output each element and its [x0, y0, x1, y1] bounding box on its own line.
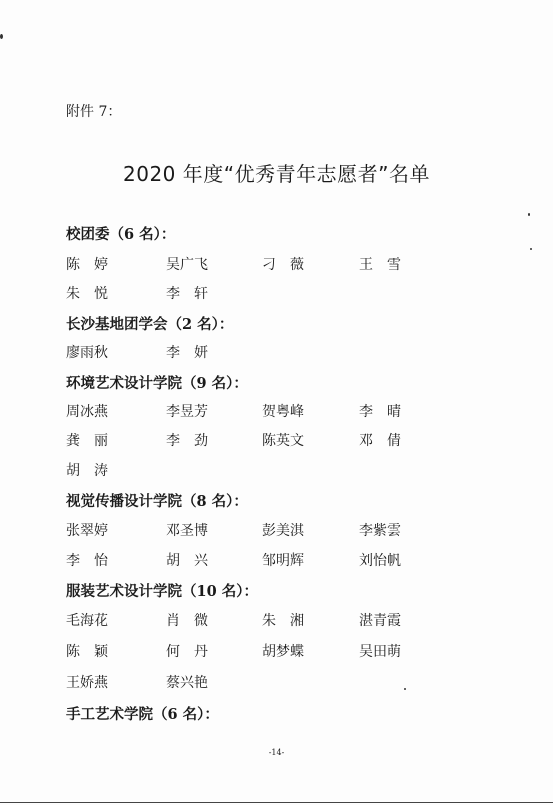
- name-row: [66, 430, 496, 452]
- name-row: [66, 460, 496, 482]
- name-row: [66, 550, 496, 572]
- scan-speck: [530, 248, 532, 250]
- person-name: 龚 丽: [66, 433, 108, 449]
- attachment-label: 附件 7：: [66, 104, 122, 120]
- section-heading: 服装艺术设计学院（10 名）：: [66, 583, 258, 600]
- person-name: 王 雪: [359, 257, 401, 273]
- scan-edge-line: [0, 802, 553, 803]
- section-heading: 环境艺术设计学院（9 名）：: [66, 375, 248, 392]
- person-name: 陈 颖: [66, 644, 108, 660]
- person-name: 陈英文: [262, 433, 304, 449]
- person-name: 胡梦蝶: [262, 644, 304, 660]
- person-name: 李 怡: [66, 553, 108, 569]
- name-row: [66, 254, 496, 276]
- person-name: 吴田萌: [359, 644, 401, 660]
- person-name: 李 妍: [166, 345, 208, 361]
- person-name: 朱 悦: [66, 286, 108, 302]
- person-name: 张翠婷: [66, 523, 108, 539]
- person-name: 王娇燕: [66, 675, 108, 691]
- name-row: [66, 520, 496, 542]
- document-title: 2020 年度“优秀青年志愿者”名单: [123, 162, 430, 186]
- person-name: 邓圣博: [166, 523, 208, 539]
- person-name: 贺粤峰: [262, 404, 304, 420]
- person-name: 吴广飞: [166, 257, 208, 273]
- person-name: 何 丹: [166, 644, 208, 660]
- page-number: -14-: [268, 748, 285, 757]
- section-heading: 长沙基地团学会（2 名）：: [66, 316, 234, 333]
- person-name: 胡 兴: [166, 553, 208, 569]
- person-name: 李 轩: [166, 286, 208, 302]
- name-row: [66, 641, 496, 663]
- person-name: 彭美淇: [262, 523, 304, 539]
- person-name: 廖雨秋: [66, 345, 108, 361]
- name-row: [66, 342, 496, 364]
- person-name: 蔡兴艳: [166, 675, 208, 691]
- person-name: 李 晴: [359, 404, 401, 420]
- name-row: [66, 283, 496, 305]
- person-name: 朱 湘: [262, 613, 304, 629]
- person-name: 胡 涛: [66, 463, 108, 479]
- person-name: 李昱芳: [166, 404, 208, 420]
- person-name: 毛海花: [66, 613, 108, 629]
- person-name: 陈 婷: [66, 257, 108, 273]
- person-name: 李 劲: [166, 433, 208, 449]
- person-name: 刁 薇: [262, 257, 304, 273]
- person-name: 肖 微: [166, 613, 208, 629]
- person-name: 邹明辉: [262, 553, 304, 569]
- section-heading: 视觉传播设计学院（8 名）：: [66, 493, 248, 510]
- scan-speck: [528, 213, 530, 216]
- name-row: [66, 672, 496, 694]
- name-row: [66, 610, 496, 632]
- person-name: 李紫雲: [359, 523, 401, 539]
- name-row: [66, 401, 496, 423]
- person-name: 邓 倩: [359, 433, 401, 449]
- person-name: 刘怡帆: [359, 553, 401, 569]
- section-heading: 手工艺术学院（6 名）：: [66, 706, 219, 723]
- section-heading: 校团委（6 名）：: [66, 226, 176, 243]
- person-name: 湛青霞: [359, 613, 401, 629]
- person-name: 周冰燕: [66, 404, 108, 420]
- scan-speck: [0, 34, 3, 39]
